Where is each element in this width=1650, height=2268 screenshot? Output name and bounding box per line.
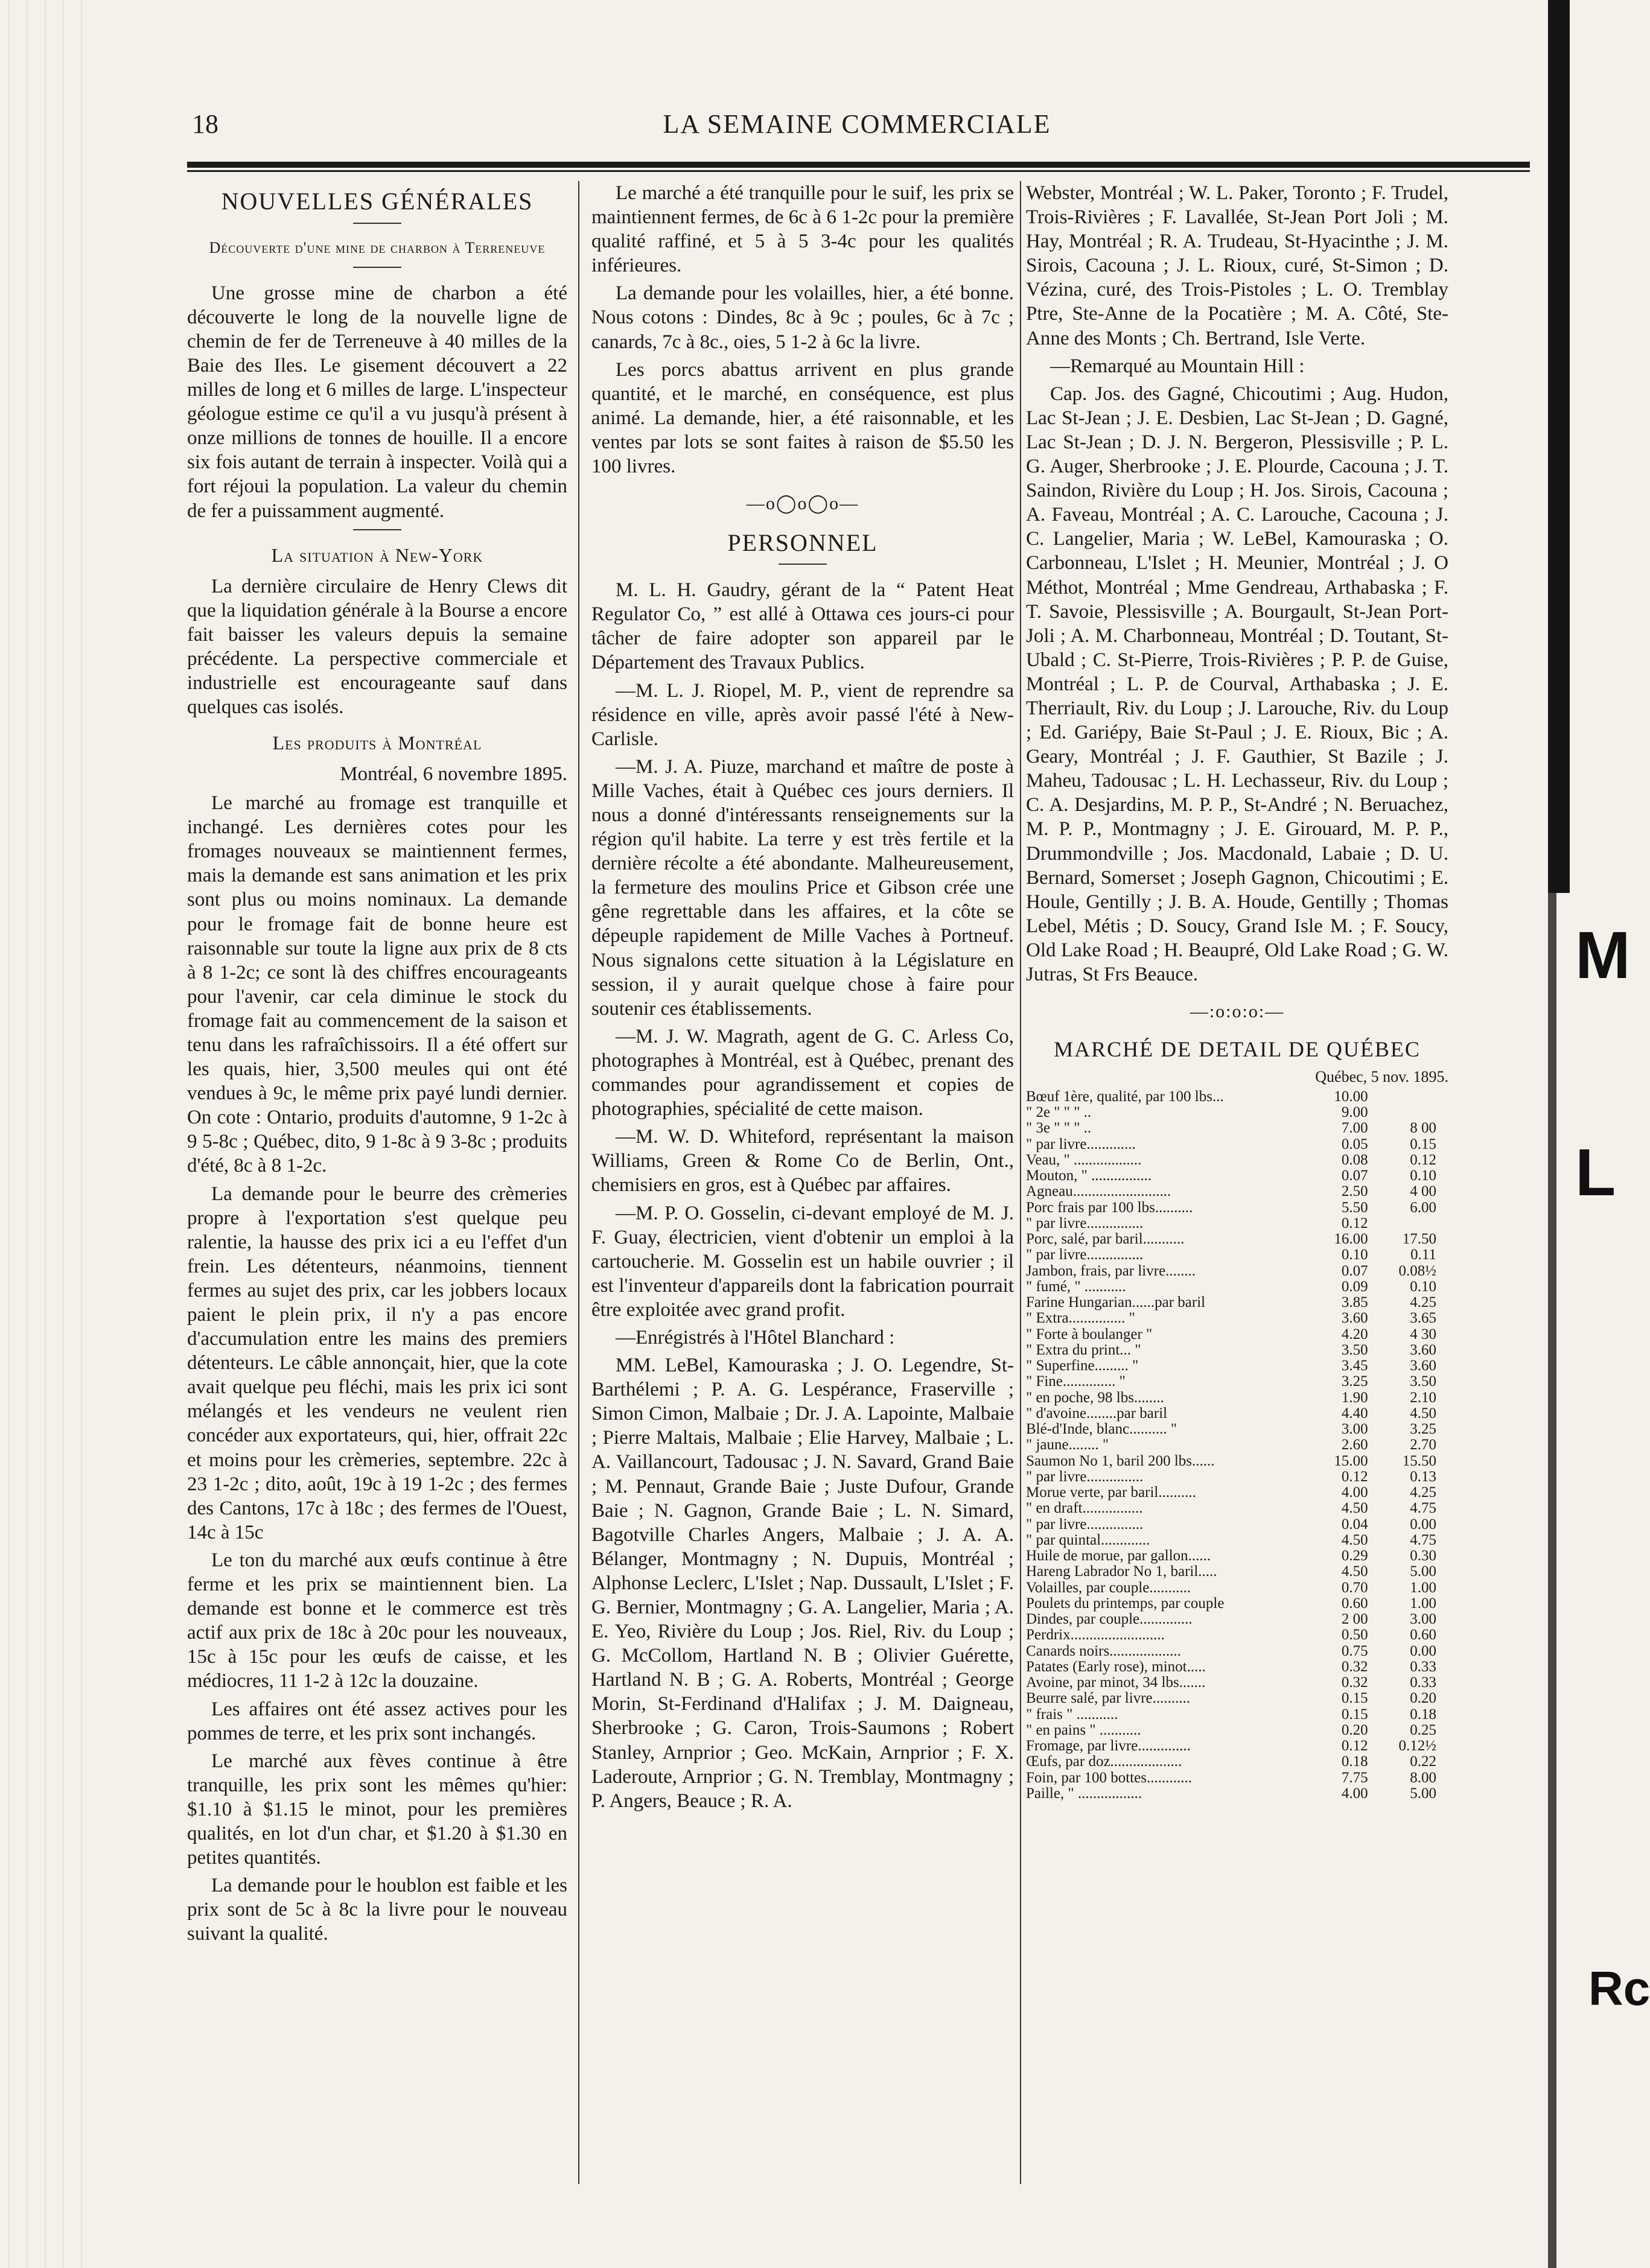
price-item: Dindes, par couple..............: [1026, 1611, 1193, 1628]
binding-shadow: [1548, 0, 1570, 893]
price-item: " d'avoine........par baril: [1026, 1405, 1168, 1421]
price-low: 0.10: [1341, 1247, 1368, 1263]
price-row: [1026, 1390, 1436, 1406]
price-low: 0.20: [1341, 1721, 1368, 1738]
price-row: [1026, 1738, 1436, 1754]
price-item: Blé-d'Inde, blanc.......... ": [1026, 1421, 1177, 1438]
ornament-divider: —o◯o◯o—: [746, 494, 859, 514]
price-low: 4.50: [1341, 1531, 1368, 1548]
scanned-page-edge: [0, 0, 91, 2268]
price-high: 2.70: [1410, 1437, 1436, 1453]
price-high: 0.10: [1410, 1278, 1436, 1295]
adjacent-page-fragment: Rc: [1588, 1961, 1650, 2015]
article-paragraph: La demande pour le houblon est faible et les prix sont de 5c à 8c la livre pour le nouveau suivant la qualité.: [187, 1875, 567, 1945]
price-low: 0.29: [1341, 1548, 1368, 1564]
price-row: [1026, 1612, 1436, 1627]
price-high: [1368, 1105, 1436, 1120]
price-row: [1026, 1342, 1436, 1358]
price-row: [1026, 1707, 1436, 1723]
price-row: [1026, 1421, 1436, 1437]
price-low: 1.90: [1341, 1389, 1368, 1406]
column-1: [187, 181, 567, 2190]
price-item: Porc frais par 100 lbs..........: [1026, 1199, 1193, 1216]
price-high: 4 30: [1410, 1326, 1436, 1342]
price-high: 4.25: [1410, 1484, 1436, 1501]
price-row: [1026, 1580, 1436, 1596]
price-item: " par livre...............: [1026, 1516, 1144, 1533]
price-item: Jambon, frais, par livre........: [1026, 1262, 1196, 1279]
binding-shadow-lower: [1548, 893, 1556, 2268]
market-title: MARCHÉ DE DETAIL DE QUÉBEC: [1054, 1037, 1421, 1061]
price-row: [1026, 1120, 1436, 1136]
price-high: 0.00: [1410, 1516, 1436, 1533]
column-divider: [578, 181, 579, 2184]
ornament-divider: —:o:o:o:—: [1190, 1002, 1285, 1022]
price-low: 4.00: [1341, 1484, 1368, 1501]
masthead: LA SEMAINE COMMERCIALE: [663, 109, 1051, 139]
price-high: 4.75: [1410, 1500, 1436, 1517]
price-item: Agneau..........................: [1026, 1183, 1171, 1200]
price-row: [1026, 1231, 1436, 1247]
price-low: 0.18: [1341, 1753, 1368, 1770]
price-item: " par quintal.............: [1026, 1531, 1150, 1548]
article-paragraph: —M. P. O. Gosselin, ci-devant employé de M. J. F. Guay, électricien, vient d'obtenir un emploi à la cartoucherie. M. Gosselin est un habile ouvrier ; il est l'inventeur d'appareils dont la fabrication pourrait être exploitée avec grand profit.: [591, 1202, 1014, 1321]
price-high: 0.00: [1410, 1642, 1436, 1659]
header-rule-thin: [187, 170, 1530, 172]
price-low: 4.50: [1341, 1563, 1368, 1580]
price-row: [1026, 1501, 1436, 1516]
price-row: [1026, 1358, 1436, 1374]
price-high: 3.60: [1410, 1341, 1436, 1358]
price-high: 0.20: [1410, 1690, 1436, 1707]
price-low: 15.00: [1334, 1452, 1368, 1469]
price-item: Poulets du printemps, par couple: [1026, 1595, 1225, 1612]
price-item: " Fine.............. ": [1026, 1373, 1126, 1390]
column-divider: [1020, 181, 1021, 2184]
price-row: [1026, 1200, 1436, 1216]
price-high: 6.00: [1410, 1199, 1436, 1216]
page-header: [181, 109, 1533, 151]
price-low: 4.40: [1341, 1405, 1368, 1421]
price-high: 2.10: [1410, 1389, 1436, 1406]
price-high: 0.30: [1410, 1548, 1436, 1564]
price-row: [1026, 1754, 1436, 1770]
price-low: 0.07: [1341, 1262, 1368, 1279]
header-rule: [187, 162, 1530, 168]
price-item: Beurre salé, par livre..........: [1026, 1690, 1191, 1707]
article-paragraph: —M. J. W. Magrath, agent de G. C. Arless Co, photographes à Montréal, est à Québec, prenant des commandes pour agrandissement et copies de photographies, spécialité de cette maison.: [591, 1025, 1014, 1120]
price-low: 0.15: [1341, 1706, 1368, 1723]
price-high: 5.00: [1410, 1785, 1436, 1802]
price-high: 0.12: [1410, 1151, 1436, 1168]
price-low: 0.70: [1341, 1579, 1368, 1596]
article-paragraph: —M. W. D. Whiteford, représentant la maison Williams, Green & Rome Co de Berlin, Ont., chemisiers en gros, est à Québec par affaires.: [591, 1126, 1014, 1196]
price-low: 0.04: [1341, 1516, 1368, 1533]
price-high: 8.00: [1410, 1769, 1436, 1786]
price-item: Saumon No 1, baril 200 lbs......: [1026, 1452, 1215, 1469]
price-high: 3.00: [1410, 1611, 1436, 1628]
divider: [353, 529, 401, 530]
price-row: [1026, 1533, 1436, 1548]
price-low: 2.60: [1341, 1437, 1368, 1453]
article-paragraph: La demande pour le beurre des crèmeries propre à l'exportation s'est quelque peu ralentie, la hausse des prix ici a eu l'effet d'un frein. Les détenteurs, néanmoins, tiennent fermes au sujet des prix, car les jobbers locaux paient le plein prix, il n'y a pas encore d'accumulation entre les mains des premiers détenteurs. Le câble annonçait, hier, que la cote avait quelque peu fléchi, mais les prix ici sont mélangés et les vendeurs ne veulent rien concéder aux exportateurs, qui, hier, offrait 22c et moins pour les crèmeries, septembre. 22c à 23 1-2c ; dito, août, 19c à 19 1-2c ; des fermes des Cantons, 17c à 18c ; des fermes de l'Ouest, 14c à 15c: [187, 1183, 567, 1543]
price-high: 4 00: [1410, 1183, 1436, 1200]
price-low: 16.00: [1334, 1231, 1368, 1248]
price-low: 0.75: [1341, 1642, 1368, 1659]
article-paragraph: MM. LeBel, Kamouraska ; J. O. Legendre, St-Barthélemi ; P. A. G. Lespérance, Fraserville ; Simon Cimon, Malbaie ; Dr. J. A. Lapointe, Malbaie ; Pierre Maltais, Malbaie ; Elie Harvey, Malbaie ; L. A. Vaillancourt, Tadousac ; J. N. Savard, Grand Baie ; M. Pennaut, Grande Baie ; Juste Dufour, Grande Baie ; N. Gagnon, Grande Baie ; L. N. Simard, Bagotville Charles Angers, Malbaie ; J. A. A. Bélanger, Montmagny ; N. Dupuis, Montréal ; Alphonse Leclerc, L'Islet ; Nap. Dussault, L'Islet ; F. G. Bernier, Montmagny ; G. A. Langelier, Maria ; A. E. Yeo, Rivière du Loup ; Jos. Riel, Riv. du Loup ; G. McCollom, Hartland N. B ; Olivier Guérette, Hartland N. B ; G. A. Roberts, Montréal ; George Morin, St-Ferdinand d'Halifax ; J. M. Daigneau, Sherbrooke ; G. Caron, Trois-Saumons ; Robert Stanley, Arnprior ; Geo. McKain, Arnprior ; F. X. Laderoute, Arnprior ; G. N. Tremblay, Montmagny ; P. Angers, Beauce ; R. A.: [591, 1355, 1014, 1812]
price-row: [1026, 1263, 1436, 1279]
price-row: [1026, 1216, 1436, 1231]
price-low: 3.45: [1341, 1358, 1368, 1374]
price-item: Veau, " ..................: [1026, 1151, 1142, 1168]
price-high: 0.18: [1410, 1706, 1436, 1723]
price-item: " 2e " " " ..: [1026, 1104, 1092, 1121]
section-title-nouvelles: NOUVELLES GÉNÉRALES: [221, 188, 534, 215]
price-low: 5.50: [1341, 1199, 1368, 1216]
price-item: Huile de morue, par gallon......: [1026, 1548, 1211, 1564]
article-paragraph: La dernière circulaire de Henry Clews dit que la liquidation générale à la Bourse a encore fait baisser les valeurs depuis la semaine précédente. La perspective commerciale et industrielle est encourageante sauf dans quelques cas isolés.: [187, 575, 567, 718]
price-item: " jaune........ ": [1026, 1437, 1109, 1453]
price-low: 0.09: [1341, 1278, 1368, 1295]
price-item: " Forte à boulanger ": [1026, 1326, 1153, 1342]
price-low: 0.60: [1341, 1595, 1368, 1612]
article-paragraph: —Remarqué au Mountain Hill :: [1050, 355, 1305, 377]
price-item: " Extra du print... ": [1026, 1341, 1141, 1358]
price-item: " Extra............... ": [1026, 1310, 1135, 1327]
article-paragraph: Le marché aux fèves continue à être tranquille, les prix sont les mêmes qu'hier: $1.10 à $1.15 le minot, pour les premières qualités, en lot d'un char, et $1.20 à $1.30 en petites quantités.: [187, 1750, 567, 1869]
article-paragraph: Le marché au fromage est tranquille et inchangé. Les dernières cotes pour les fromages nouveaux se maintiennent fermes, mais la demande est sans animation et les prix sont plus ou moins nominaux. La demande pour le fromage fait de bonne heure est raisonnable sur toute la ligne aux prix de 8 cts à 8 1-2c; ce sont là des chiffres encourageants pour l'avenir, car cela diminue le stock du fromage fait au commencement de la saison et tenu dans les rafraîchissoirs. Il a été offert sur les quais, hier, 3,500 meules qui ont été vendues à 9c, le même prix payé lundi dernier. On cote : Ontario, produits d'automne, 9 1-2c à 9 5-8c ; Québec, dito, 9 1-8c à 9 3-8c ; produits d'été, 8c à 8 1-2c.: [187, 792, 567, 1177]
price-low: 4.00: [1341, 1785, 1368, 1802]
price-row: [1026, 1137, 1436, 1152]
price-row: [1026, 1310, 1436, 1326]
price-item: Canards noirs...................: [1026, 1642, 1181, 1659]
price-high: 17.50: [1402, 1231, 1436, 1248]
price-item: Œufs, par doz...................: [1026, 1753, 1182, 1770]
price-row: [1026, 1485, 1436, 1501]
price-low: 0.12: [1341, 1738, 1368, 1755]
market-date: Québec, 5 nov. 1895.: [1315, 1068, 1448, 1086]
price-item: Hareng Labrador No 1, baril.....: [1026, 1563, 1217, 1580]
price-row: [1026, 1723, 1436, 1738]
price-row: [1026, 1644, 1436, 1659]
adjacent-page-fragment: M: [1575, 918, 1631, 993]
column-2: [591, 181, 1014, 2190]
price-row: [1026, 1437, 1436, 1453]
price-high: 4.75: [1410, 1531, 1436, 1548]
price-low: 0.32: [1341, 1674, 1368, 1691]
price-high: [1368, 1216, 1436, 1231]
price-low: 3.50: [1341, 1341, 1368, 1358]
price-row: [1026, 1770, 1436, 1786]
price-item: Fromage, par livre..............: [1026, 1738, 1191, 1755]
price-low: 7.00: [1341, 1120, 1368, 1137]
price-row: [1026, 1596, 1436, 1612]
price-row: [1026, 1517, 1436, 1533]
article-paragraph: —M. J. A. Piuze, marchand et maître de poste à Mille Vaches, était à Québec ces jours derniers. Il nous a donné d'intéressants renseignements sur la région qu'il habite. La terre y est très fertile et la dernière récolte a été abondante. Malheureusement, la fermeture des moulins Price et Gibson crée une gêne regrettable dans les affaires, et la côte se dépeuple rapidement de Mille Vaches à Portneuf. Nous signalons cette situation à la Législature en session, il y aurait quelque chose à faire pour soutenir ces établissements.: [591, 755, 1014, 1020]
article-paragraph: Le ton du marché aux œufs continue à être ferme et les prix se maintiennent bien. La demande est bonne et le commerce est très actif aux prix de 18c à 20c pour les nouveaux, 15c à 15c pour les œufs de caisse, et les médiocres, 11 1-2 à 12c la douzaine.: [187, 1549, 567, 1692]
adjacent-page-fragment: L: [1575, 1136, 1616, 1210]
price-row: [1026, 1327, 1436, 1342]
price-table: [1026, 1089, 1436, 1802]
price-row: [1026, 1659, 1436, 1675]
price-low: 0.05: [1341, 1136, 1368, 1152]
price-item: " 3e " " " ..: [1026, 1120, 1092, 1137]
price-row: [1026, 1295, 1436, 1310]
price-item: " par livre.............: [1026, 1136, 1136, 1152]
dateline: Montréal, 6 novembre 1895.: [340, 763, 567, 785]
price-high: 0.25: [1410, 1721, 1436, 1738]
price-item: " en draft................: [1026, 1500, 1143, 1517]
price-low: 0.15: [1341, 1690, 1368, 1707]
price-item: " par livre...............: [1026, 1468, 1144, 1485]
price-low: 0.32: [1341, 1658, 1368, 1675]
price-row: [1026, 1089, 1436, 1105]
article-paragraph: Cap. Jos. des Gagné, Chicoutimi ; Aug. Hudon, Lac St-Jean ; J. E. Desbien, Lac St-Jean ; D. Gagné, Lac St-Jean ; D. J. N. Bergeron, Plessisville ; P. L. G. Auger, Sherbrooke ; J. E. Plourde, Cacouna ; J. T. Saindon, Rivière du Loup ; H. Jos. Sirois, Cacouna ; A. Faveau, Montréal ; A. C. Larouche, Cacouna ; J. C. Langelier, Maria ; W. LeBel, Kamouraska ; O. Carbonneau, L'Islet ; H. Meunier, Montréal ; J. O Méthot, Montréal ; Mme Gendreau, Arthabaska ; F. T. Savoie, Plessisville ; A. Bourgault, St-Jean Port-Joli ; A. M. Charbonneau, Montréal ; D. Toutant, St-Ubald ; C. St-Pierre, Trois-Rivières ; P. P. de Guise, Montréal ; L. P. de Courval, Arthabaska ; J. E. Therriault, Riv. du Loup ; J. Larouche, Riv. du Loup ; Ed. Gariépy, Baie St-Paul ; J. E. Rioux, Bic ; A. Geary, Montréal ; J. F. Gauthier, St Bazile ; J. Maheu, Tadousac ; L. H. Lechasseur, Riv. du Loup ; C. A. Desjardins, M. P. P., St-André ; N. Beruachez, M. P. P., Montmagny ; J. E. Girouard, M. P. P., Drummondville ; Jos. Macdonald, Labaie ; D. U. Bernard, Somerset ; Joseph Gagnon, Chicoutimi ; E. Houle, Gentilly ; J. B. A. Houde, Gentilly ; Thomas Lebel, Métis ; D. Soucy, Grand Isle M. ; F. Soucy, Old Lake Road ; H. Beaupré, Old Lake Road ; G. W. Jutras, St Frs Beauce.: [1026, 383, 1448, 985]
price-high: 0.15: [1410, 1136, 1436, 1152]
price-low: 2.50: [1341, 1183, 1368, 1200]
price-row: [1026, 1247, 1436, 1263]
price-item: Mouton, " ................: [1026, 1167, 1152, 1184]
article-paragraph: Le marché a été tranquille pour le suif, les prix se maintiennent fermes, de 6c à 6 1-2c pour la première qualité raffiné, et 5 à 5 3-4c pour les qualités inférieures.: [591, 182, 1014, 277]
article-paragraph: Une grosse mine de charbon a été découverte le long de la nouvelle ligne de chemin de fer de Terreneuve à 40 milles de la Baie des Iles. Le gisement découvert a 22 milles de long et 6 milles de large. L'inspecteur géologue estime ce qu'il a vu jusqu'à présent à onze millions de tonnes de houille. Il a encore six fois autant de terrain à inspecter. Voilà qui a fort réjoui la population. La valeur du chemin de fer a puissamment augmenté.: [187, 282, 567, 522]
price-row: [1026, 1627, 1436, 1643]
article-paragraph: Les porcs abattus arrivent en plus grande quantité, et le marché, en conséquence, est plus animé. La demande, hier, a été raisonnable, et les ventes par lots se sont faites à raison de $5.50 les 100 livres.: [591, 358, 1014, 478]
price-row: [1026, 1184, 1436, 1199]
price-low: 9.00: [1341, 1104, 1368, 1121]
price-row: [1026, 1453, 1436, 1469]
column-3: [1026, 181, 1448, 2190]
price-high: 0.13: [1410, 1468, 1436, 1485]
price-low: 0.50: [1341, 1627, 1368, 1644]
price-item: Paille, " .................: [1026, 1785, 1142, 1802]
price-high: 15.50: [1402, 1452, 1436, 1469]
price-row: [1026, 1374, 1436, 1390]
price-item: Bœuf 1ère, qualité, par 100 lbs...: [1026, 1088, 1224, 1105]
price-item: Foin, par 100 bottes............: [1026, 1769, 1192, 1786]
price-low: 3.85: [1341, 1294, 1368, 1311]
price-item: Avoine, par minot, 34 lbs.......: [1026, 1674, 1206, 1691]
divider: [353, 267, 401, 268]
price-low: 3.25: [1341, 1373, 1368, 1390]
price-row: [1026, 1564, 1436, 1580]
price-high: 1.00: [1410, 1579, 1436, 1596]
price-low: 10.00: [1334, 1088, 1368, 1105]
price-high: 8 00: [1410, 1120, 1436, 1137]
price-row: [1026, 1105, 1436, 1120]
price-high: 3.60: [1410, 1358, 1436, 1374]
price-low: 3.60: [1341, 1310, 1368, 1327]
article-paragraph: La demande pour les volailles, hier, a été bonne. Nous cotons : Dindes, 8c à 9c ; poules, 6c à 7c ; canards, 7c à 8c., oies, 5 1-2 à 6c la livre.: [591, 282, 1014, 353]
price-high: 3.50: [1410, 1373, 1436, 1390]
price-low: 0.07: [1341, 1167, 1368, 1184]
divider: [779, 564, 827, 565]
price-item: " en poche, 98 lbs........: [1026, 1389, 1164, 1406]
price-row: [1026, 1279, 1436, 1295]
price-high: 4.25: [1410, 1294, 1436, 1311]
page-number: 18: [192, 109, 218, 139]
price-item: Patates (Early rose), minot.....: [1026, 1658, 1206, 1675]
price-high: 4.50: [1410, 1405, 1436, 1421]
price-item: " par livre...............: [1026, 1215, 1144, 1231]
price-low: 0.08: [1341, 1151, 1368, 1168]
article-title: Les produits à Montréal: [272, 732, 482, 754]
price-low: 4.50: [1341, 1500, 1368, 1517]
price-low: 3.00: [1341, 1421, 1368, 1438]
price-row: [1026, 1786, 1436, 1802]
price-item: " frais " ...........: [1026, 1706, 1118, 1723]
price-high: 1.00: [1410, 1595, 1436, 1612]
price-low: 2 00: [1341, 1611, 1368, 1628]
price-high: 0.33: [1410, 1674, 1436, 1691]
price-item: Volailles, par couple...........: [1026, 1579, 1191, 1596]
article-title: Découverte d'une mine de charbon à Terreneuve: [209, 238, 546, 256]
price-low: 0.12: [1341, 1215, 1368, 1231]
price-row: [1026, 1675, 1436, 1691]
price-high: 0.11: [1410, 1247, 1436, 1263]
price-low: 7.75: [1341, 1769, 1368, 1786]
article-paragraph: —Enrégistrés à l'Hôtel Blanchard :: [616, 1326, 895, 1348]
article-paragraph: Webster, Montréal ; W. L. Paker, Toronto ; F. Trudel, Trois-Rivières ; F. Lavallée, St-Jean Port Joli ; M. Hay, Montréal ; R. A. Trudeau, St-Hyacinthe ; J. M. Sirois, Cacouna ; J. L. Rioux, curé, St-Simon ; D. Vézina, curé, des Trois-Pistoles ; L. O. Tremblay Ptre, Ste-Anne de la Pocatière ; M. A. Côté, Ste-Anne des Monts ; Ch. Bertrand, Isle Verte.: [1026, 182, 1448, 349]
price-item: Porc, salé, par baril...........: [1026, 1231, 1185, 1248]
price-item: " par livre...............: [1026, 1247, 1144, 1263]
price-item: " fumé, " ...........: [1026, 1278, 1126, 1295]
price-high: 0.10: [1410, 1167, 1436, 1184]
price-low: 0.12: [1341, 1468, 1368, 1485]
article-paragraph: Les affaires ont été assez actives pour les pommes de terre, et les prix sont inchangés.: [187, 1698, 567, 1744]
price-row: [1026, 1152, 1436, 1168]
article-title: La situation à New-York: [271, 544, 483, 566]
price-row: [1026, 1406, 1436, 1421]
price-high: [1368, 1089, 1436, 1105]
divider: [353, 223, 401, 224]
price-row: [1026, 1469, 1436, 1485]
price-row: [1026, 1168, 1436, 1184]
section-title-personnel: PERSONNEL: [727, 529, 878, 556]
price-high: 3.65: [1410, 1310, 1436, 1327]
price-row: [1026, 1691, 1436, 1706]
price-high: 0.33: [1410, 1658, 1436, 1675]
price-high: 3.25: [1410, 1421, 1436, 1438]
article-paragraph: M. L. H. Gaudry, gérant de la “ Patent Heat Regulator Co, ” est allé à Ottawa ces jours-ci pour tâcher de faire adopter son appareil par le Département des Travaux Publics.: [591, 579, 1014, 674]
price-high: 5.00: [1410, 1563, 1436, 1580]
price-row: [1026, 1548, 1436, 1564]
price-high: 0.60: [1410, 1627, 1436, 1644]
price-high: 0.22: [1410, 1753, 1436, 1770]
price-high: 0.12½: [1398, 1738, 1436, 1755]
price-low: 4.20: [1341, 1326, 1368, 1342]
article-paragraph: —M. L. J. Riopel, M. P., vient de reprendre sa résidence en ville, après avoir passé l'été à New-Carlisle.: [591, 679, 1014, 750]
price-item: " Superfine......... ": [1026, 1358, 1139, 1374]
price-item: Perdrix.........................: [1026, 1627, 1165, 1644]
price-item: Farine Hungarian......par baril: [1026, 1294, 1206, 1311]
price-item: " en pains " ...........: [1026, 1721, 1141, 1738]
price-item: Morue verte, par baril..........: [1026, 1484, 1196, 1501]
price-high: 0.08½: [1398, 1262, 1436, 1279]
